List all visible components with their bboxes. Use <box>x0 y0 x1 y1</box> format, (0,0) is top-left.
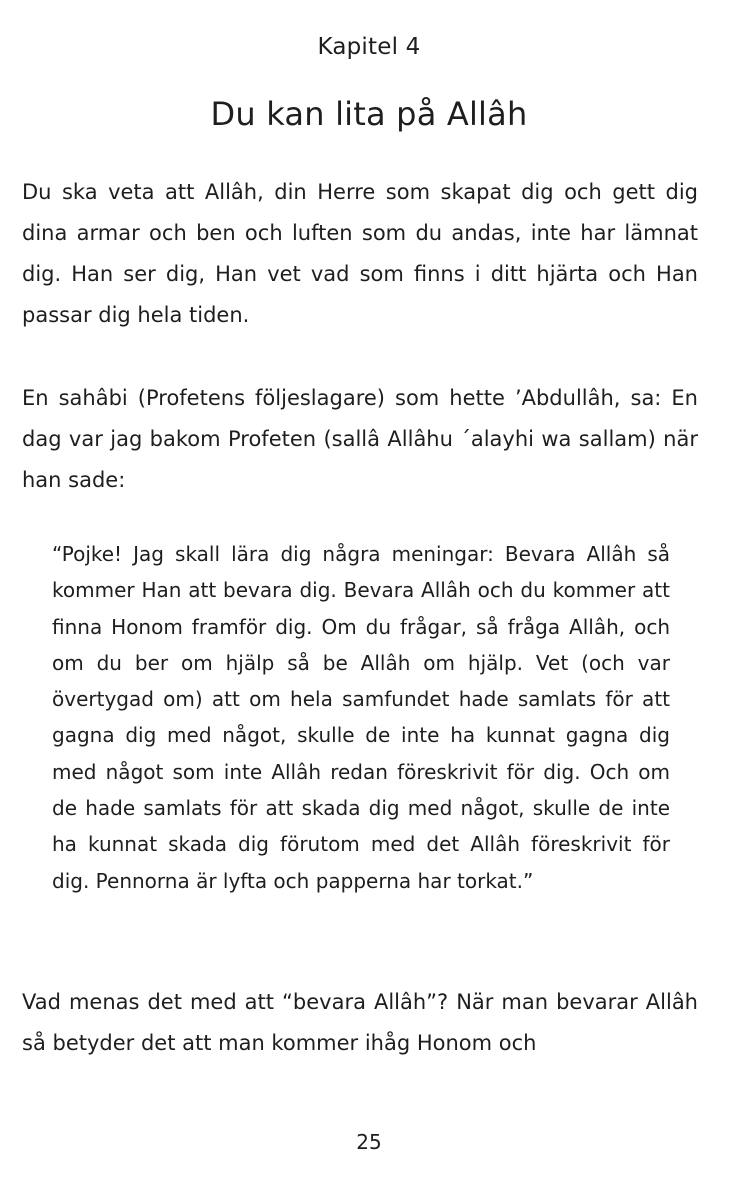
narration-paragraph: En sahâbi (Profetens följeslagare) som hette ’Abdullâh, sa: En dag var jag bakom Profeten (sallâ Allâhu ´alayhi wa sallam) när han sade: <box>22 386 698 492</box>
intro-paragraph: Du ska veta att Allâh, din Herre som skapat dig och gett dig dina armar och ben och luften som du andas, inte har lämnat dig. Han ser dig, Han vet vad som finns i ditt hjärta och Han passar dig hela tiden. <box>22 180 698 327</box>
chapter-title: Du kan lita på Allâh <box>210 95 528 133</box>
hadith-quote: “Pojke! Jag skall lära dig några meningar: Bevara Allâh så kommer Han att bevara dig. Bevara Allâh och du kommer att finna Honom framför dig. Om du frågar, så fråga Allâh, och om du ber om hjälp så be Allâh om hjälp. Vet (och var övertygad om) att om hela samfundet hade samlats för att gagna dig med något, skulle de inte ha kunnat gagna dig med något som inte Allâh redan föreskrivit för dig. Och om de hade samlats för att skada dig med något, skulle de inte ha kunnat skada dig förutom med det Allâh föreskrivit för dig. Pennorna är lyfta och papperna har torkat.” <box>52 542 670 893</box>
explanation-paragraph: Vad menas det med att “bevara Allâh”? När man bevarar Allâh så betyder det att man kommer ihåg Honom och <box>22 990 698 1055</box>
page-number: 25 <box>356 1130 382 1154</box>
chapter-label: Kapitel 4 <box>317 34 421 60</box>
